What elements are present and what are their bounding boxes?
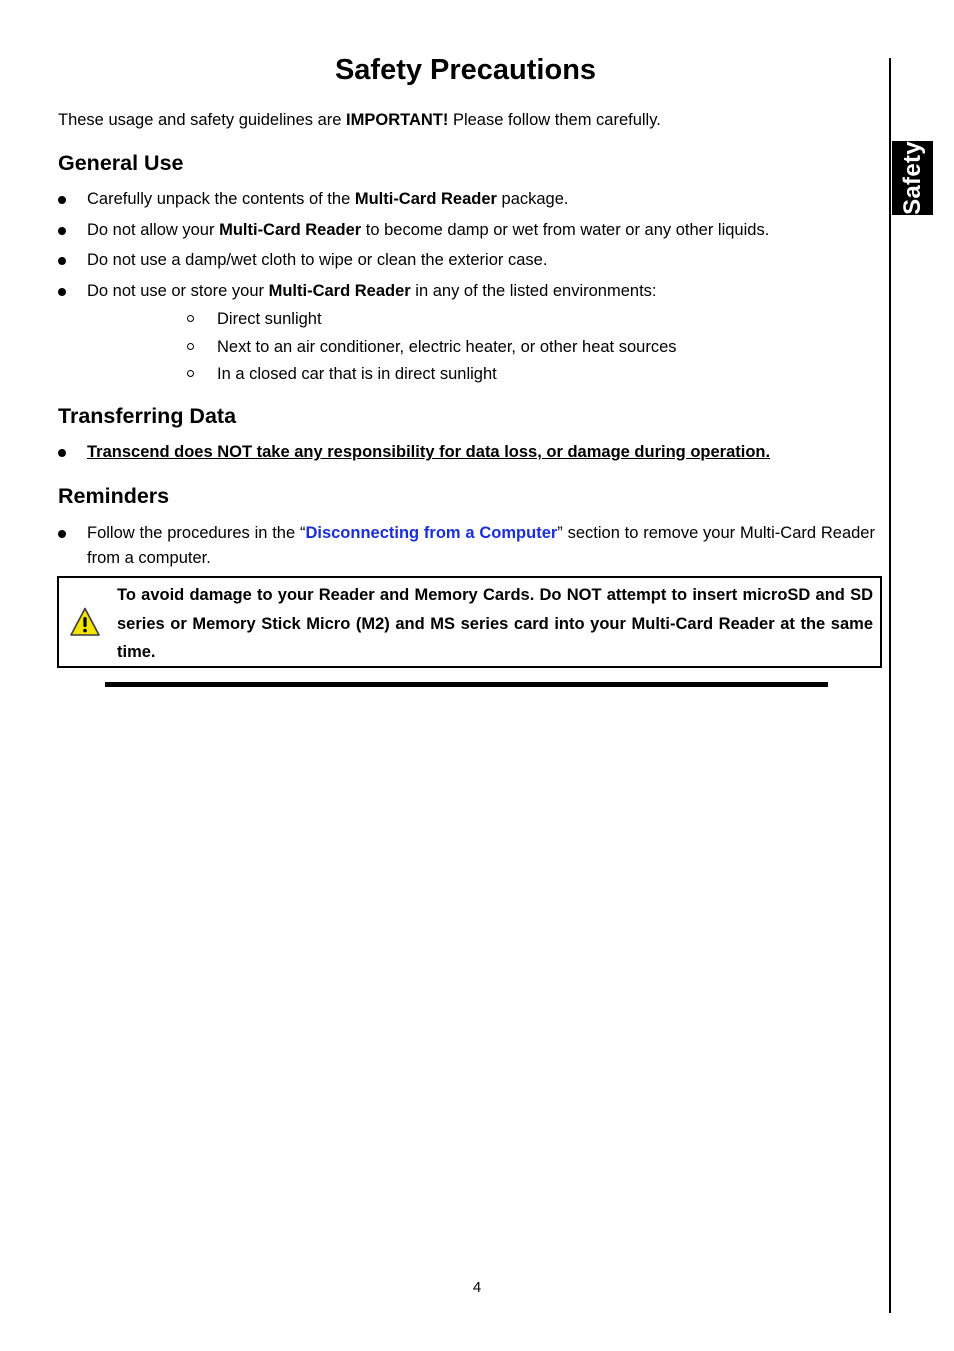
bullet-icon: [58, 257, 66, 265]
side-tab-label: Safety: [898, 141, 926, 215]
page-number: 4: [472, 1279, 482, 1296]
circle-bullet-icon: [187, 343, 194, 350]
sub-item-text: Next to an air conditioner, electric heater, or other heat sources: [217, 338, 677, 356]
item-bold: Multi-Card Reader: [219, 221, 362, 239]
bullet-icon: [58, 288, 66, 296]
intro-before: These usage and safety guidelines are: [58, 111, 347, 129]
item-text-after: in any of the listed environments:: [410, 282, 657, 300]
disclaimer-text: Transcend does NOT take any responsibility for data loss, or damage during operation.: [87, 443, 771, 461]
circle-bullet-icon: [187, 370, 194, 377]
bullet-icon: [58, 227, 66, 235]
item-text: Do not use a damp/wet cloth to wipe or clean the exterior case.: [87, 251, 548, 269]
heading-general-use: General Use: [58, 151, 184, 175]
item-text-after: package.: [496, 190, 569, 208]
list-item: [58, 521, 875, 571]
bullet-icon: [58, 449, 66, 457]
list-item: [58, 218, 875, 243]
circle-bullet-icon: [187, 315, 194, 322]
side-tab: [892, 141, 933, 215]
warning-triangle-icon: [69, 606, 101, 638]
section-divider: [105, 682, 828, 687]
list-item: [58, 248, 875, 273]
section-link[interactable]: Disconnecting from a Computer: [305, 524, 558, 542]
list-item: [58, 187, 875, 212]
item-text: Do not use or store your: [87, 282, 269, 300]
heading-transferring-data: Transferring Data: [58, 404, 237, 428]
item-bold: Multi-Card Reader: [354, 190, 497, 208]
item-text: Do not allow your: [87, 221, 220, 239]
margin-rule: [889, 58, 891, 1313]
item-text: Follow the procedures in the “: [87, 524, 306, 542]
intro-after: Please follow them carefully.: [448, 111, 661, 129]
heading-reminders: Reminders: [58, 484, 170, 508]
item-text-after: ” section to remove your Multi-Card Reader from a computer.: [87, 524, 875, 567]
sub-item-text: Direct sunlight: [217, 310, 322, 328]
sub-list-item: [187, 307, 322, 331]
item-text-after: to become damp or wet from water or any other liquids.: [361, 221, 770, 239]
bullet-icon: [58, 530, 66, 538]
list-item: [58, 440, 875, 465]
list-item: [58, 279, 875, 304]
intro-bold: IMPORTANT!: [346, 111, 449, 129]
sub-item-text: In a closed car that is in direct sunlight: [217, 365, 497, 383]
item-text: Carefully unpack the contents of the: [87, 190, 355, 208]
bullet-icon: [58, 196, 66, 204]
intro-text: [58, 108, 661, 132]
page-title: Safety Precautions: [334, 54, 597, 86]
sub-list-item: [187, 335, 677, 359]
item-bold: Multi-Card Reader: [268, 282, 411, 300]
caution-box: [57, 576, 882, 668]
sub-list-item: [187, 362, 497, 386]
caution-text: To avoid damage to your Reader and Memory Cards. Do NOT attempt to insert microSD and SD series or Memory Stick Micro (M2) and MS series card into your Multi-Card Reader at the same time.: [117, 586, 873, 661]
